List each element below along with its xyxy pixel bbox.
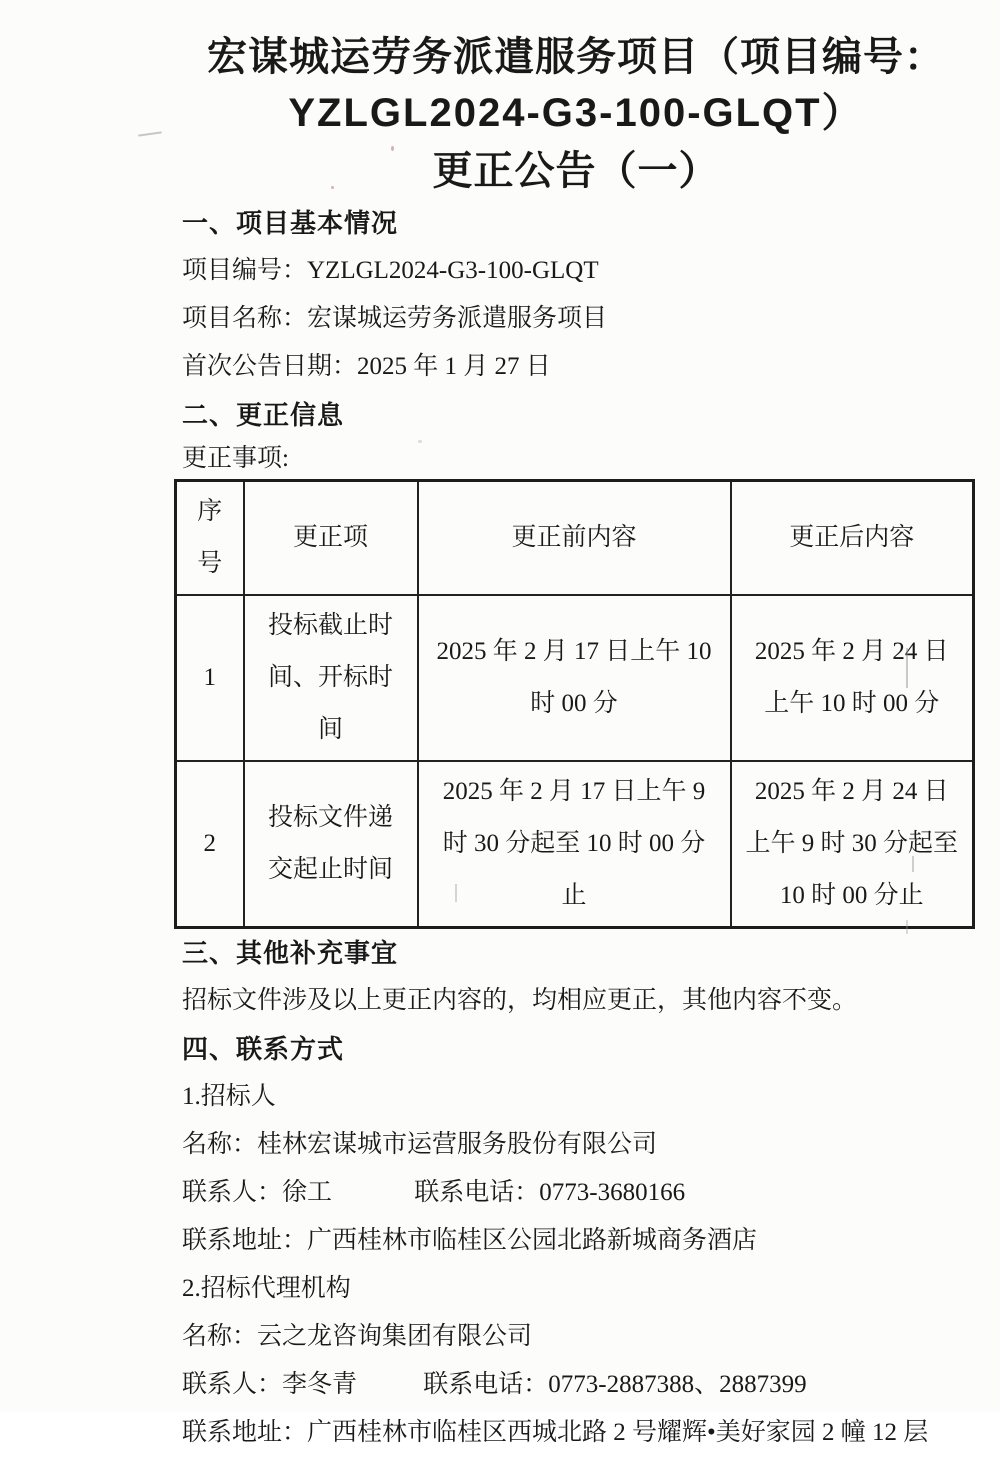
table-header-row [176,481,974,596]
section3-body: 招标文件涉及以上更正内容的，均相应更正，其他内容不变。 [182,987,858,1014]
tenderer-label: 1.招标人 [182,1083,276,1110]
row1-before: 2025 年 2 月 17 日上午 10 时 00 分 [418,595,731,761]
agency-contact-person: 联系人：李冬青 [182,1371,358,1398]
section1-heading: 一、项目基本情况 [182,208,399,238]
tenderer-contact-person: 联系人：徐工 [182,1179,333,1206]
table-row [176,761,974,928]
correction-items-label: 更正事项: [182,445,289,472]
col-header-before: 更正前内容 [418,481,731,596]
agency-contact-line [182,1361,970,1409]
col-header-seq: 序号 [176,481,244,596]
table-row [176,595,974,761]
tenderer-phone: 联系电话：0773-3680166 [414,1179,686,1206]
col-header-after: 更正后内容 [731,481,974,596]
title-line-2-project-code: YZLGL2024-G3-100-GLQT） [288,91,864,135]
row2-item: 投标文件递交起止时间 [244,761,418,928]
section2-heading: 二、更正信息 [182,400,345,430]
agency-phone: 联系电话：0773-2887388、2887399 [423,1371,807,1398]
section3-heading: 三、其他补充事宜 [182,938,399,968]
tenderer-name: 名称：桂林宏谋城市运营服务股份有限公司 [182,1131,658,1158]
correction-table [174,479,975,929]
row1-item: 投标截止时间、开标时间 [244,595,418,761]
agency-address: 联系地址：广西桂林市临桂区西城北路 2 号耀辉•美好家园 2 幢 12 层 [182,1419,929,1446]
agency-name: 名称：云之龙咨询集团有限公司 [182,1323,533,1350]
row2-after: 2025 年 2 月 24 日上午 9 时 30 分起至 10 时 00 分止 [731,761,974,928]
row1-after: 2025 年 2 月 24 日上午 10 时 00 分 [731,595,974,761]
title-line-1: 宏谋城运劳务派遣服务项目（项目编号： [207,34,945,79]
section4-heading: 四、联系方式 [182,1034,345,1064]
document-title [182,28,970,199]
row1-seq: 1 [176,595,244,761]
tenderer-address: 联系地址：广西桂林市临桂区公园北路新城商务酒店 [182,1227,758,1254]
row2-seq: 2 [176,761,244,928]
tenderer-contact-line [182,1169,970,1217]
project-name: 项目名称：宏谋城运劳务派遣服务项目 [182,305,608,332]
agency-label: 2.招标代理机构 [182,1275,351,1302]
row2-before: 2025 年 2 月 17 日上午 9 时 30 分起至 10 时 00 分止 [418,761,731,928]
col-header-item: 更正项 [244,481,418,596]
title-line-3: 更正公告（一） [432,148,720,193]
first-announcement-date: 首次公告日期：2025 年 1 月 27 日 [182,353,551,380]
project-number: 项目编号：YZLGL2024-G3-100-GLQT [182,257,599,284]
